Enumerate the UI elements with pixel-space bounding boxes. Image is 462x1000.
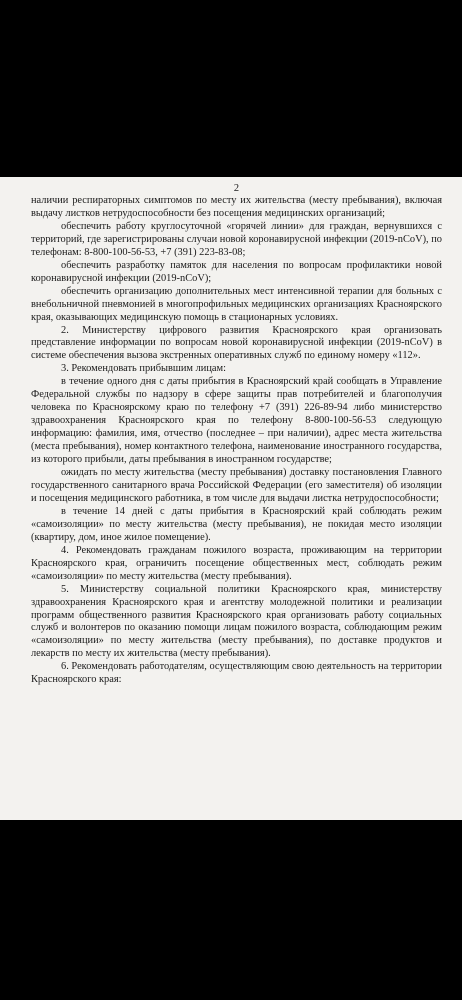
paragraph: 5. Министерству социальной политики Красноярского края, министерству здравоохранения Красноярского края и агентству молодежной политики и реализации программ общественного развития Красноярского края организовать работу социальных служб и волонтеров по оказанию помощи лицам пожилого возраста, соблюдающим режим «самоизоляции» по месту жительства (месту пребывания), по доставке продуктов и лекарств по месту их жительства (месту пребывания). [31,583,442,660]
paragraph: 4. Рекомендовать гражданам пожилого возраста, проживающим на территории Красноярского края, ограничить посещение общественных мест, соблюдать режим «самоизоляции» по месту жительства (месту пребывания). [31,544,442,582]
paragraph: обеспечить организацию дополнительных мест интенсивной терапии для больных с внебольничной пневмонией в многопрофильных медицинских организациях Красноярского края, оказывающих медицинскую помощь в стационарных условиях. [31,285,442,323]
paragraph: 3. Рекомендовать прибывшим лицам: [61,363,226,375]
paragraph: в течение 14 дней с даты прибытия в Красноярский край соблюдать режим «самоизоляции» по месту жительства (месту пребывания), не покидая место изоляции (квартиру, дом, иное жилое помещение). [31,505,442,543]
paragraph: в течение одного дня с даты прибытия в Красноярский край сообщать в Управление Федеральной службы по надзору в сфере защиты прав потребителей и благополучия человека по Красноярскому краю по телефону +7 (391) 226-89-94 либо министерство здравоохранения Красноярского края по телефону 8-800-100-56-53 следующую информацию: фамилия, имя, отчество (последнее – при наличии), адрес места жительства (места пребывания), номер контактного телефона, наименование иностранного государства, из которого прибыли, даты пребывания в иностранном государстве; [31,376,442,466]
page-number: 2 [233,183,240,194]
paragraph: обеспечить работу круглосуточной «горячей линии» для граждан, вернувшихся с территорий, где зарегистрированы случаи новой коронавирусной инфекции (2019-nCoV), по телефонам: 8-800-100-56-53, +7 (391) 223-83-08; [31,220,442,258]
paragraph: 2. Министерству цифрового развития Красноярского края организовать представление информации по вопросам новой коронавирусной инфекции (2019-nCoV) в системе обеспечения вызова экстренных оперативных служб по единому номеру «112». [31,324,442,362]
document-page [0,177,462,820]
paragraph: наличии респираторных симптомов по месту их жительства (месту пребывания), включая выдачу листков нетрудоспособности без посещения медицинских организаций; [31,195,442,219]
document-body [31,195,442,687]
paragraph: ожидать по месту жительства (месту пребывания) доставку постановления Главного государственного санитарного врача Российской Федерации (его заместителя) об изоляции и посещения медицинского работника, в том числе для выдачи листка нетрудоспособности; [31,467,442,504]
paragraph: обеспечить разработку памяток для населения по вопросам профилактики новой коронавирусной инфекции (2019-nCoV); [31,259,442,284]
paragraph: 6. Рекомендовать работодателям, осуществляющим свою деятельность на территории Красноярского края: [31,661,442,686]
